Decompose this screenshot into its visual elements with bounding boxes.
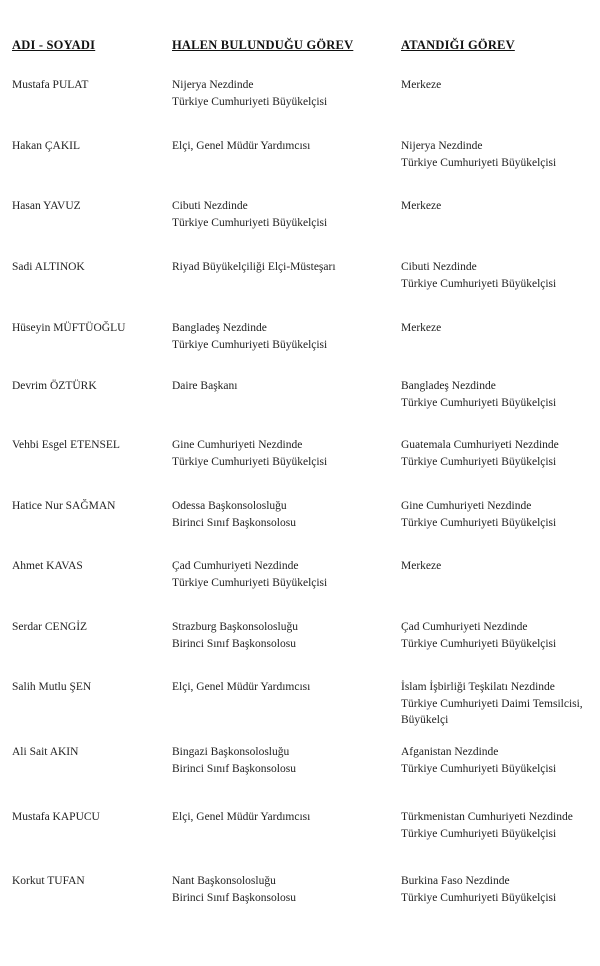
- assigned-post: [401, 809, 573, 842]
- current-post: [172, 619, 298, 652]
- assigned-post: [401, 744, 556, 777]
- assigned-post: [401, 558, 441, 575]
- person-name: Korkut TUFAN: [12, 875, 85, 887]
- assigned-post-line: Büyükelçi: [401, 714, 449, 726]
- assigned-post-line: Türkiye Cumhuriyeti Büyükelçisi: [401, 637, 557, 650]
- person-name: Vehbi Esgel ETENSEL: [12, 439, 120, 451]
- current-post-line: Birinci Sınıf Başkonsolosu: [172, 891, 296, 904]
- current-post-line: Elçi, Genel Müdür Yardımcısı: [172, 681, 311, 693]
- assigned-post: [401, 138, 556, 171]
- assigned-post-line: İslam İşbirliği Teşkilatı Nezdinde: [401, 681, 555, 693]
- assigned-post: [401, 619, 556, 652]
- current-post: [172, 679, 310, 696]
- current-post-line: Birinci Sınıf Başkonsolosu: [172, 637, 296, 650]
- header-name: ADI - SOYADI: [12, 38, 96, 52]
- assigned-post-line: Guatemala Cumhuriyeti Nezdinde: [401, 439, 559, 451]
- assigned-post-line: Türkiye Cumhuriyeti Büyükelçisi: [401, 396, 557, 409]
- assigned-post: [401, 378, 556, 411]
- person-name: Hatice Nur SAĞMAN: [12, 500, 116, 512]
- current-post-line: Birinci Sınıf Başkonsolosu: [172, 516, 296, 529]
- person-name: Hüseyin MÜFTÜOĞLU: [12, 322, 126, 334]
- current-post-line: Bangladeş Nezdinde: [172, 322, 267, 334]
- assigned-post: [401, 198, 441, 215]
- current-post: [172, 77, 327, 110]
- assigned-post: [401, 320, 441, 337]
- current-post: [172, 198, 327, 231]
- current-post-line: Bingazi Başkonsolosluğu: [172, 746, 290, 758]
- current-post: [172, 320, 327, 353]
- assigned-post-line: Merkeze: [401, 79, 442, 91]
- person-name: Devrim ÖZTÜRK: [12, 380, 97, 392]
- assigned-post-line: Bangladeş Nezdinde: [401, 380, 496, 392]
- assigned-post-line: Türkiye Cumhuriyeti Büyükelçisi: [401, 516, 557, 529]
- assigned-post-line: Cibuti Nezdinde: [401, 261, 477, 273]
- current-post: [172, 437, 327, 470]
- assigned-post: [401, 437, 559, 470]
- assigned-post: [401, 873, 556, 906]
- assigned-post-line: Nijerya Nezdinde: [401, 140, 483, 152]
- current-post: [172, 259, 336, 276]
- current-post-line: Cibuti Nezdinde: [172, 200, 248, 212]
- current-post-line: Odessa Başkonsolosluğu: [172, 500, 287, 512]
- current-post-line: Türkiye Cumhuriyeti Büyükelçisi: [172, 455, 328, 468]
- assigned-post: [401, 77, 441, 94]
- current-post-line: Türkiye Cumhuriyeti Büyükelçisi: [172, 95, 328, 108]
- current-post-line: Birinci Sınıf Başkonsolosu: [172, 762, 296, 775]
- current-post-line: Elçi, Genel Müdür Yardımcısı: [172, 140, 311, 152]
- current-post-line: Türkiye Cumhuriyeti Büyükelçisi: [172, 576, 328, 589]
- current-post-line: Elçi, Genel Müdür Yardımcısı: [172, 811, 311, 823]
- assigned-post-line: Türkiye Cumhuriyeti Büyükelçisi: [401, 455, 557, 468]
- current-post-line: Türkiye Cumhuriyeti Büyükelçisi: [172, 216, 328, 229]
- current-post: [172, 809, 310, 826]
- assigned-post-line: Merkeze: [401, 560, 442, 572]
- assigned-post-line: Türkiye Cumhuriyeti Büyükelçisi: [401, 827, 557, 840]
- assigned-post-line: Burkina Faso Nezdinde: [401, 875, 510, 887]
- current-post-line: Nijerya Nezdinde: [172, 79, 254, 91]
- current-post: [172, 378, 237, 395]
- assigned-post-line: Merkeze: [401, 322, 442, 334]
- assigned-post-line: Merkeze: [401, 200, 442, 212]
- current-post: [172, 744, 296, 777]
- assigned-post: [401, 498, 556, 531]
- current-post: [172, 498, 296, 531]
- assigned-post-line: Çad Cumhuriyeti Nezdinde: [401, 621, 528, 633]
- person-name: Ahmet KAVAS: [12, 560, 83, 572]
- header-assigned-post: ATANDIĞI GÖREV: [401, 38, 515, 52]
- current-post-line: Gine Cumhuriyeti Nezdinde: [172, 439, 303, 451]
- current-post: [172, 558, 327, 591]
- header-current-post: HALEN BULUNDUĞU GÖREV: [172, 38, 354, 52]
- assigned-post-line: Türkiye Cumhuriyeti Büyükelçisi: [401, 891, 557, 904]
- person-name: Serdar CENGİZ: [12, 621, 88, 633]
- current-post-line: Strazburg Başkonsolosluğu: [172, 621, 298, 633]
- person-name: Sadi ALTINOK: [12, 261, 85, 273]
- assigned-post-line: Türkiye Cumhuriyeti Büyükelçisi: [401, 277, 557, 290]
- assigned-post-line: Türkmenistan Cumhuriyeti Nezdinde: [401, 811, 573, 823]
- current-post-line: Türkiye Cumhuriyeti Büyükelçisi: [172, 338, 328, 351]
- assigned-post-line: Türkiye Cumhuriyeti Büyükelçisi: [401, 762, 557, 775]
- assigned-post: [401, 679, 583, 729]
- current-post-line: Riyad Büyükelçiliği Elçi-Müsteşarı: [172, 261, 336, 273]
- person-name: Mustafa PULAT: [12, 79, 89, 91]
- current-post: [172, 138, 310, 155]
- person-name: Salih Mutlu ŞEN: [12, 681, 92, 693]
- assigned-post-line: Türkiye Cumhuriyeti Daimi Temsilcisi,: [401, 697, 583, 710]
- person-name: Mustafa KAPUCU: [12, 811, 100, 823]
- person-name: Hasan YAVUZ: [12, 200, 81, 212]
- current-post-line: Çad Cumhuriyeti Nezdinde: [172, 560, 299, 572]
- current-post: [172, 873, 296, 906]
- assigned-post-line: Afganistan Nezdinde: [401, 746, 499, 758]
- assigned-post: [401, 259, 556, 292]
- person-name: Ali Sait AKIN: [12, 746, 79, 758]
- assigned-post-line: Gine Cumhuriyeti Nezdinde: [401, 500, 532, 512]
- current-post-line: Daire Başkanı: [172, 380, 238, 392]
- person-name: Hakan ÇAKIL: [12, 140, 81, 152]
- assigned-post-line: Türkiye Cumhuriyeti Büyükelçisi: [401, 156, 557, 169]
- current-post-line: Nant Başkonsolosluğu: [172, 875, 276, 887]
